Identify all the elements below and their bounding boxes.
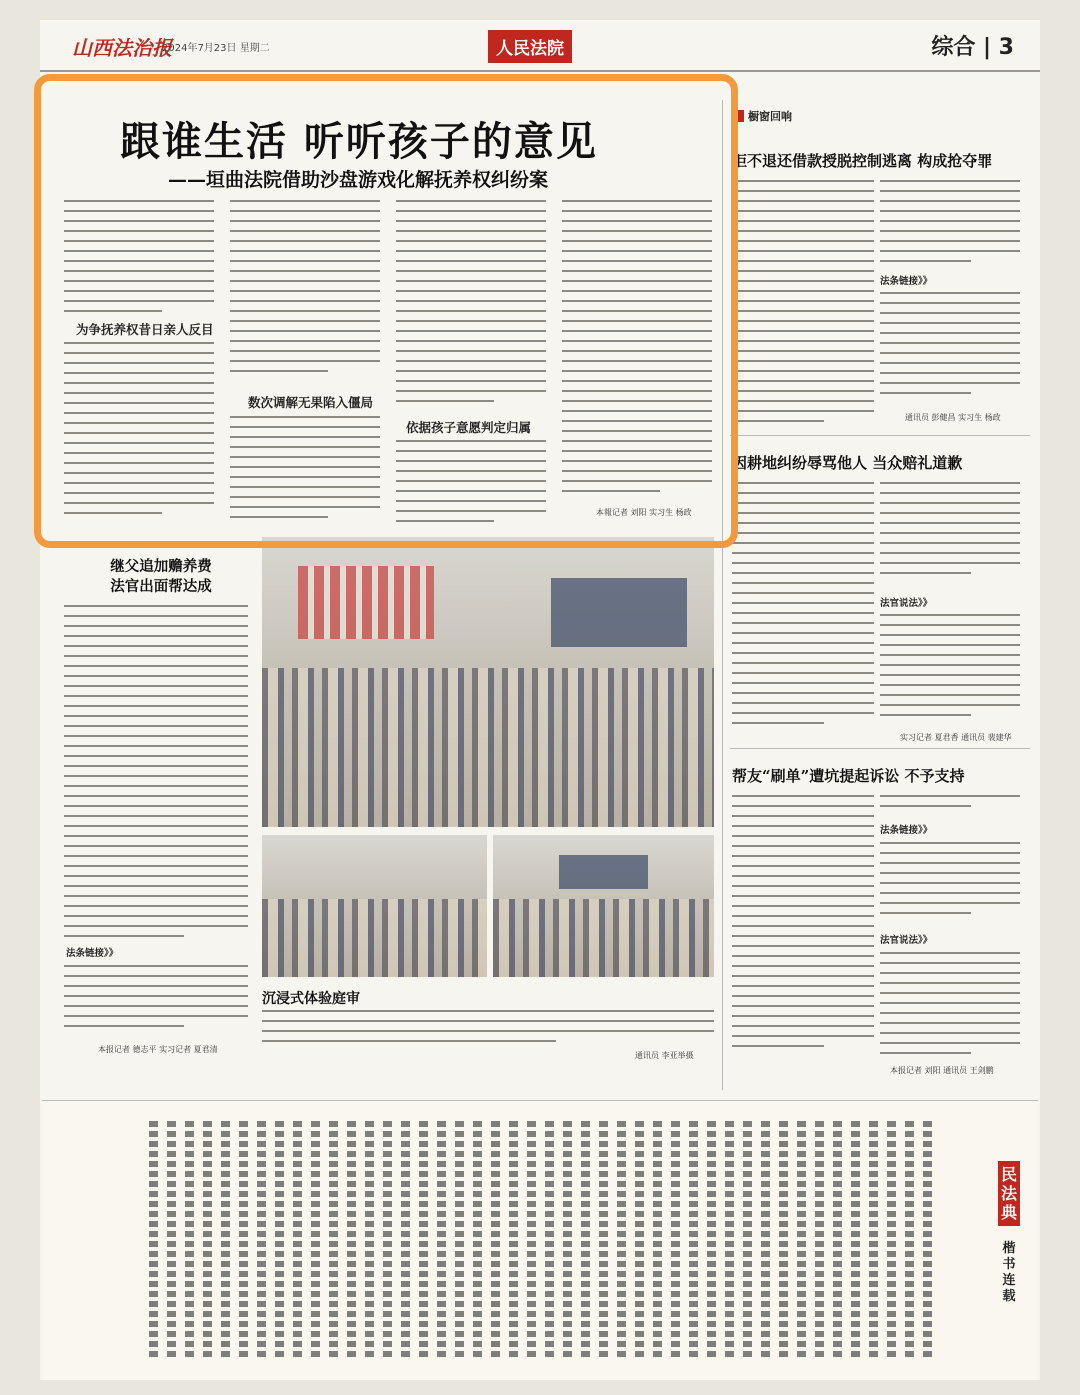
column-kicker	[732, 108, 792, 124]
right-article1-col2	[880, 180, 1020, 270]
right-article2-col1	[732, 482, 874, 732]
right-article3-title: 帮友“刷单”遭坑提起诉讼 不予支持	[732, 767, 965, 785]
photo-caption-text	[262, 1010, 714, 1052]
lead-text-col2b	[230, 416, 380, 526]
right-article3-col2c	[880, 952, 1020, 1060]
court-visit-photo	[262, 537, 714, 827]
lead-text-col3b	[396, 440, 546, 526]
calligraphy-subtitle: 楷书连载	[1002, 1241, 1016, 1304]
photo-byline: 通讯员 李亚举摄	[635, 1051, 694, 1060]
lead-section-heading-3: 依据孩子意愿判定归属	[406, 420, 532, 435]
section-divider	[730, 748, 1030, 749]
right-judge-says-1: 法官说法》》	[880, 598, 933, 609]
photo-feature-title: 沉浸式体验庭审	[262, 991, 360, 1007]
right-byline-2: 实习记者 夏君香 通讯员 裴建华	[900, 733, 1012, 742]
issue-date: 2024年7月23日 星期二	[162, 43, 270, 54]
right-article3-col2	[880, 795, 1020, 819]
left-article-title-1: 继父追加赡养费	[110, 558, 212, 575]
right-article1-title: 拒不退还借款授脱控制逃离 构成抢夺罪	[732, 152, 993, 170]
masthead	[40, 20, 1040, 72]
lead-text-col4	[562, 200, 712, 500]
left-article-title-2: 法官出面帮达成	[110, 578, 212, 595]
text-block	[64, 200, 214, 320]
right-article2-col2	[880, 482, 1020, 587]
calligraphy-band	[42, 1100, 1038, 1380]
right-article2-col2b	[880, 614, 1020, 724]
section-badge: 人民法院	[488, 30, 572, 63]
column-divider	[722, 100, 723, 1090]
calligraphy-title: 民法典	[998, 1161, 1020, 1226]
lead-text-col2	[230, 200, 380, 380]
lead-text-col1b	[64, 342, 214, 527]
newspaper-logo: 山西法治报	[72, 36, 172, 60]
lead-section-heading-1: 为争抚养权昔日亲人反目	[76, 322, 214, 337]
lead-text-col3	[396, 200, 546, 410]
calligraphy-columns	[72, 1121, 932, 1361]
left-legal-link: 法条链接》》	[66, 948, 119, 959]
section-divider	[730, 435, 1030, 436]
right-article1-col2b	[880, 292, 1020, 400]
right-legal-link-1: 法条链接》》	[880, 276, 933, 287]
lead-byline: 本報记者 刘阳 实习生 杨政	[596, 508, 692, 517]
mock-trial-photo	[493, 835, 714, 977]
kicker-label: 橱窗回响	[748, 110, 792, 123]
right-article2-title: 因耕地纠纷辱骂他人 当众赔礼道歉	[732, 454, 963, 472]
left-byline: 本报记者 德志平 实习记者 夏君清	[98, 1045, 218, 1054]
newspaper-page	[40, 20, 1040, 1380]
right-article3-col2b	[880, 842, 1020, 924]
lead-subtitle: ——垣曲法院借助沙盘游戏化解抚养权纠纷案	[168, 169, 549, 191]
right-article1-col1	[732, 180, 874, 430]
right-judge-says-2: 法官说法》》	[880, 935, 933, 946]
page-label: 综合 | 3	[931, 35, 1014, 60]
left-article-text	[64, 605, 248, 940]
right-byline-1: 通讯员 彭健昌 实习生 杨政	[905, 413, 1001, 422]
right-byline-3: 本报记者 刘阳 通讯员 王剑鹏	[890, 1066, 994, 1075]
lead-section-heading-2: 数次调解无果陷入僵局	[248, 395, 374, 410]
exhibit-photo	[262, 835, 487, 977]
lead-headline: 跟谁生活 听听孩子的意见	[120, 118, 598, 165]
lead-text-col1	[64, 200, 214, 330]
kicker-mark-icon	[732, 110, 744, 122]
right-article3-col1	[732, 795, 874, 1055]
right-legal-link-2: 法条链接》》	[880, 825, 933, 836]
left-legal-text	[64, 965, 248, 1035]
